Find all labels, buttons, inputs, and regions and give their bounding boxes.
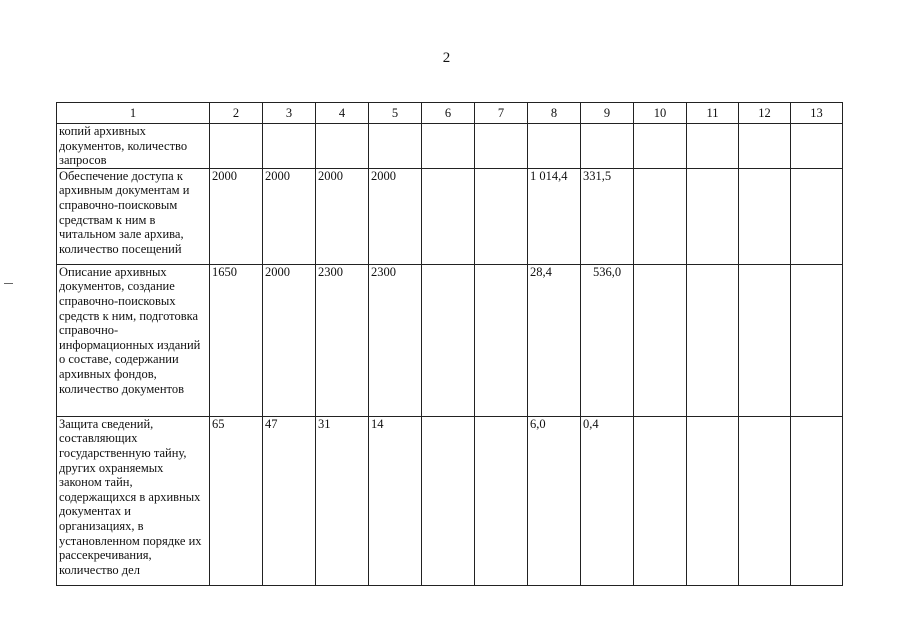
table-cell [634, 168, 687, 264]
table-cell [475, 168, 528, 264]
table-cell [210, 124, 263, 169]
table-cell: 65 [210, 416, 263, 585]
column-header: 2 [210, 103, 263, 124]
page-number: 2 [442, 50, 451, 66]
table-cell [475, 416, 528, 585]
header-row [57, 103, 843, 124]
data-table [56, 102, 843, 586]
table-cell [263, 124, 316, 169]
table-cell: 31 [316, 416, 369, 585]
table-cell [791, 124, 843, 169]
table-cell [422, 168, 475, 264]
table-cell: 1 014,4 [528, 168, 581, 264]
table-cell: 2000 [316, 168, 369, 264]
table-cell [739, 168, 791, 264]
column-header: 3 [263, 103, 316, 124]
table-row [57, 416, 843, 585]
table-cell [634, 264, 687, 416]
table-cell [634, 416, 687, 585]
table-cell: 2000 [263, 168, 316, 264]
column-header: 7 [475, 103, 528, 124]
table-cell [316, 124, 369, 169]
row-description: Защита сведений, составляющих государственную тайну, других охраняемых законом тайн, содержащихся в архивных документах и организациях, в установленном порядке их рассекречивания, количество дел [57, 416, 210, 585]
table-cell [791, 264, 843, 416]
table-cell [687, 264, 739, 416]
column-header: 8 [528, 103, 581, 124]
table-cell: 47 [263, 416, 316, 585]
table-cell [581, 124, 634, 169]
table-cell [791, 416, 843, 585]
table-row [57, 168, 843, 264]
table-cell: 0,4 [581, 416, 634, 585]
column-header: 1 [57, 103, 210, 124]
table-cell [739, 124, 791, 169]
column-header: 5 [369, 103, 422, 124]
table-cell [687, 168, 739, 264]
table-row [57, 264, 843, 416]
table-cell [634, 124, 687, 169]
table-cell: 331,5 [581, 168, 634, 264]
table-cell: 28,4 [528, 264, 581, 416]
table-cell [528, 124, 581, 169]
column-header: 4 [316, 103, 369, 124]
column-header: 6 [422, 103, 475, 124]
margin-mark [4, 283, 13, 284]
column-header: 11 [687, 103, 739, 124]
table-cell [369, 124, 422, 169]
table-cell: 2300 [369, 264, 422, 416]
row-description: копий архивных документов, количество запросов [57, 124, 210, 169]
column-header: 12 [739, 103, 791, 124]
table-cell [422, 124, 475, 169]
table-cell [422, 264, 475, 416]
table-cell [687, 124, 739, 169]
table-cell: 2000 [263, 264, 316, 416]
table-cell: 536,0 [581, 264, 634, 416]
column-header: 9 [581, 103, 634, 124]
table-cell [422, 416, 475, 585]
column-header: 13 [791, 103, 843, 124]
table-cell: 1650 [210, 264, 263, 416]
row-description: Описание архивных документов, создание справочно-поисковых средств к ним, подготовка справочно-информационных изданий о составе, содержании архивных фондов, количество документов [57, 264, 210, 416]
table-cell: 2000 [210, 168, 263, 264]
table-cell: 6,0 [528, 416, 581, 585]
table-cell [687, 416, 739, 585]
table-cell [475, 124, 528, 169]
table-cell: 2300 [316, 264, 369, 416]
table-cell [791, 168, 843, 264]
table-cell [475, 264, 528, 416]
table-cell: 14 [369, 416, 422, 585]
table-row [57, 124, 843, 169]
table-cell [739, 416, 791, 585]
row-description: Обеспечение доступа к архивным документам и справочно-поисковым средствам к ним в читальном зале архива, количество посещений [57, 168, 210, 264]
table-cell: 2000 [369, 168, 422, 264]
table-cell [739, 264, 791, 416]
column-header: 10 [634, 103, 687, 124]
